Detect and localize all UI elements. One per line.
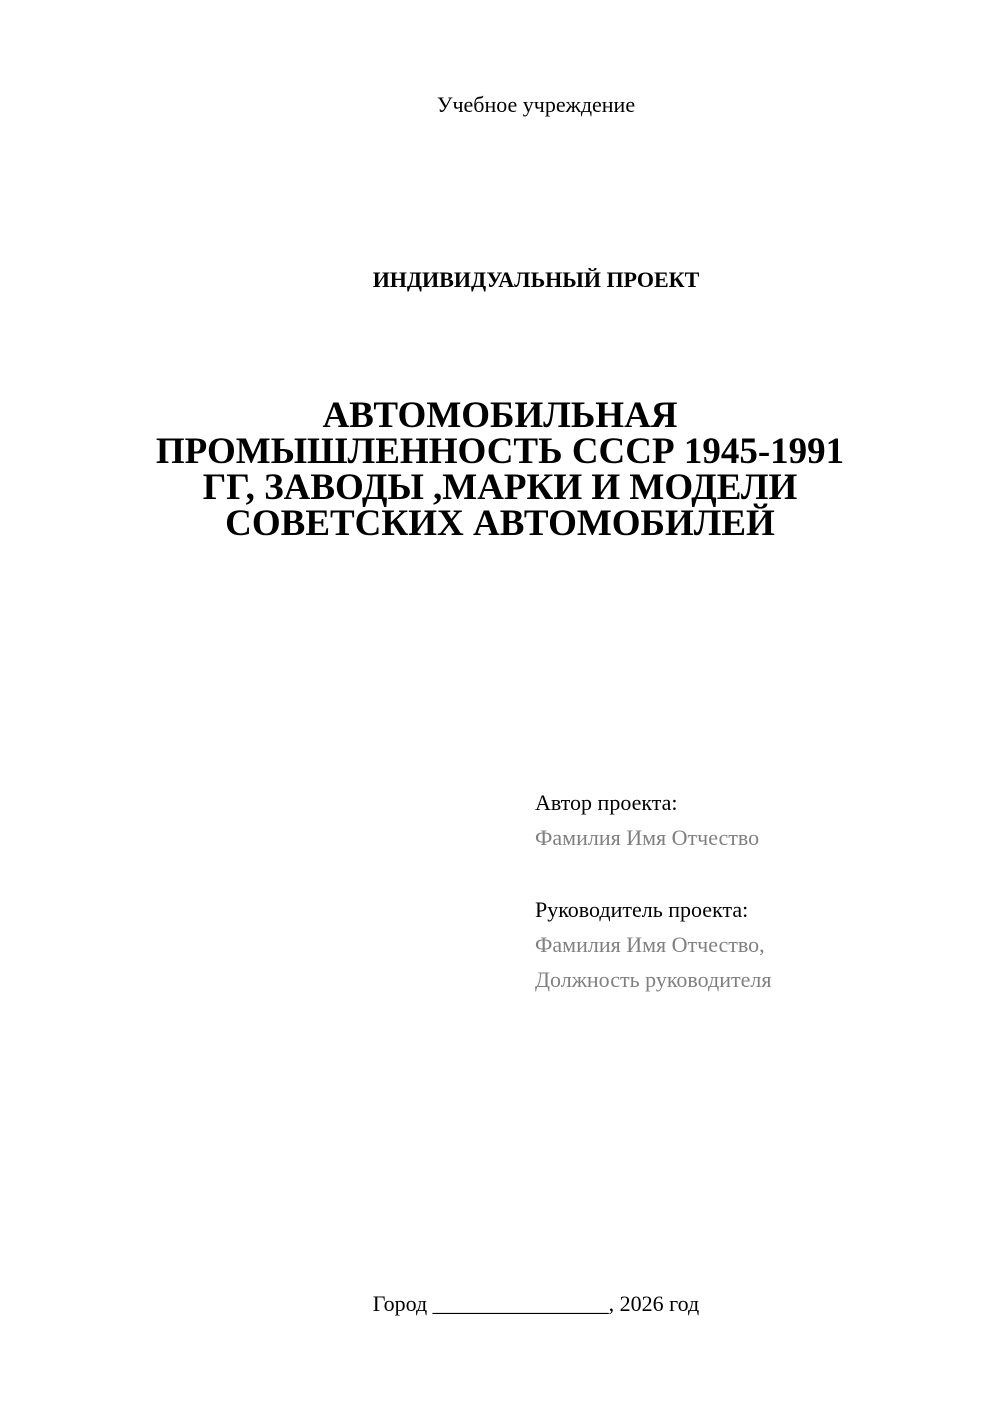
title-line-1: АВТОМОБИЛЬНАЯ bbox=[322, 395, 678, 436]
supervisor-label: Руководитель проекта: bbox=[535, 897, 749, 922]
supervisor-position-placeholder: Должность руководителя bbox=[535, 967, 772, 992]
supervisor-name-placeholder: Фамилия Имя Отчество, bbox=[535, 932, 765, 957]
title-line-3: ГГ, ЗАВОДЫ ,МАРКИ И МОДЕЛИ bbox=[202, 467, 798, 508]
supervisor-block bbox=[535, 892, 965, 997]
title-line-4: СОВЕТСКИХ АВТОМОБИЛЕЙ bbox=[225, 503, 775, 544]
institution-name: Учебное учреждение bbox=[436, 92, 636, 117]
author-name-placeholder: Фамилия Имя Отчество bbox=[535, 825, 760, 850]
author-block bbox=[535, 785, 965, 855]
author-label: Автор проекта: bbox=[535, 790, 678, 815]
project-title bbox=[150, 395, 850, 544]
city-year-footer: Город ________________, 2026 год bbox=[372, 1291, 700, 1316]
project-type-heading: ИНДИВИДУАЛЬНЫЙ ПРОЕКТ bbox=[372, 267, 700, 292]
title-line-2: ПРОМЫШЛЕННОСТЬ СССР 1945-1991 bbox=[155, 431, 845, 472]
